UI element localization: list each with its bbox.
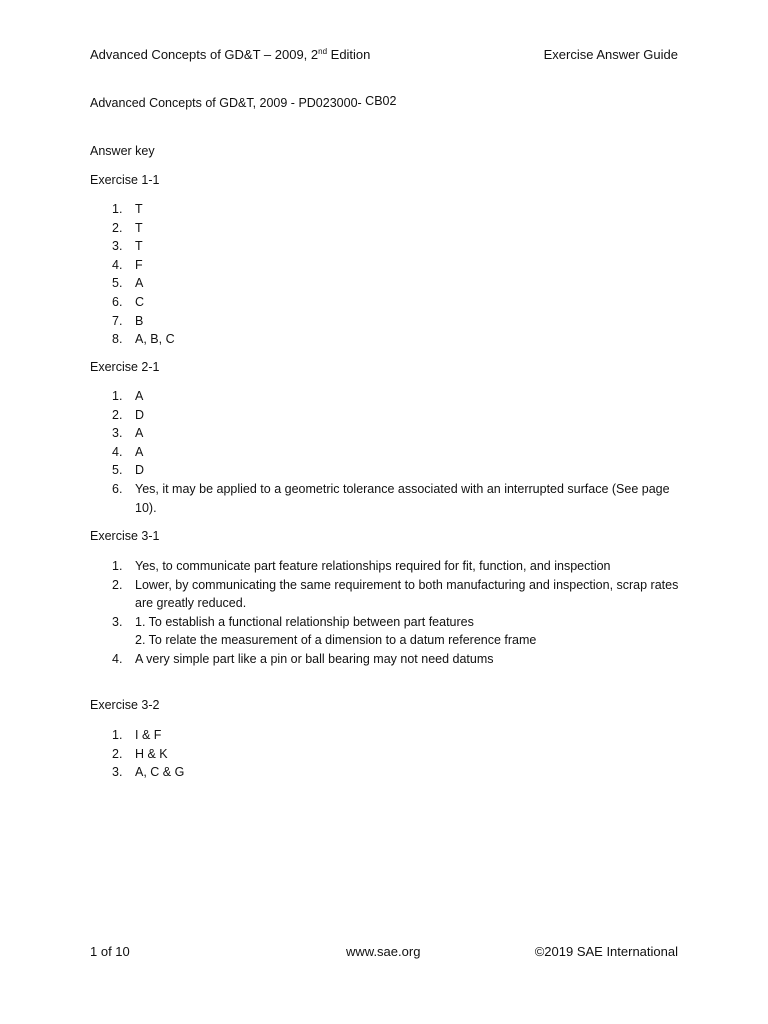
list-item: 3. A [112, 426, 144, 441]
copyright-notice: ©2019 SAE International [534, 944, 678, 959]
list-item: 3. T [112, 239, 143, 254]
answer-list [90, 557, 690, 669]
list-item: 1. Yes, to communicate part feature relationships required for fit, function, and inspection [112, 559, 611, 573]
website-link[interactable]: www.sae.org [346, 944, 421, 959]
exercise-title: Exercise 3-1 [90, 529, 160, 543]
list-item: 4. A [112, 444, 144, 459]
list-item: 3. 1. To establish a functional relationship between part features 2. To relate the measurement of a dimension to a datum reference frame [112, 614, 537, 648]
document-id: Advanced Concepts of GD&T, 2009 - PD023000- CB02 [90, 94, 397, 110]
list-item: 5. D [112, 463, 145, 478]
list-item: 6. Yes, it may be applied to a geometric tolerance associated with an interrupted surface (See page 10). [112, 481, 670, 515]
list-item: 1. A [112, 389, 144, 403]
header-title: Advanced Concepts of GD&T – 2009, 2nd Edition [90, 47, 371, 62]
list-item: 1. I & F [112, 728, 162, 742]
list-item: 2. Lower, by communicating the same requirement to both manufacturing and inspection, scrap rates are greatly reduced. [112, 577, 679, 611]
list-item: 4. A very simple part like a pin or ball bearing may not need datums [112, 651, 494, 666]
answer-list [90, 387, 690, 517]
list-item: 6. C [112, 294, 145, 309]
exercise-title: Exercise 3-2 [90, 698, 160, 712]
list-item: 7. B [112, 313, 144, 328]
answer-list [90, 200, 690, 349]
list-item: 1. T [112, 202, 143, 216]
exercise-title: Exercise 1-1 [90, 173, 160, 187]
exercise-title: Exercise 2-1 [90, 360, 160, 374]
list-item: 2. H & K [112, 746, 168, 761]
list-item: 8. A, B, C [112, 332, 175, 347]
page-footer [90, 944, 678, 962]
list-item: 2. D [112, 407, 145, 422]
page-header [90, 47, 678, 65]
list-item: 5. A [112, 276, 144, 291]
list-item: 2. T [112, 220, 143, 235]
list-item: 3. A, C & G [112, 765, 185, 780]
page-number: 1 of 10 [90, 944, 130, 959]
answer-key-heading: Answer key [90, 144, 155, 158]
header-guide-label: Exercise Answer Guide [543, 47, 678, 62]
answer-list [90, 726, 690, 782]
list-item: 4. F [112, 257, 143, 272]
